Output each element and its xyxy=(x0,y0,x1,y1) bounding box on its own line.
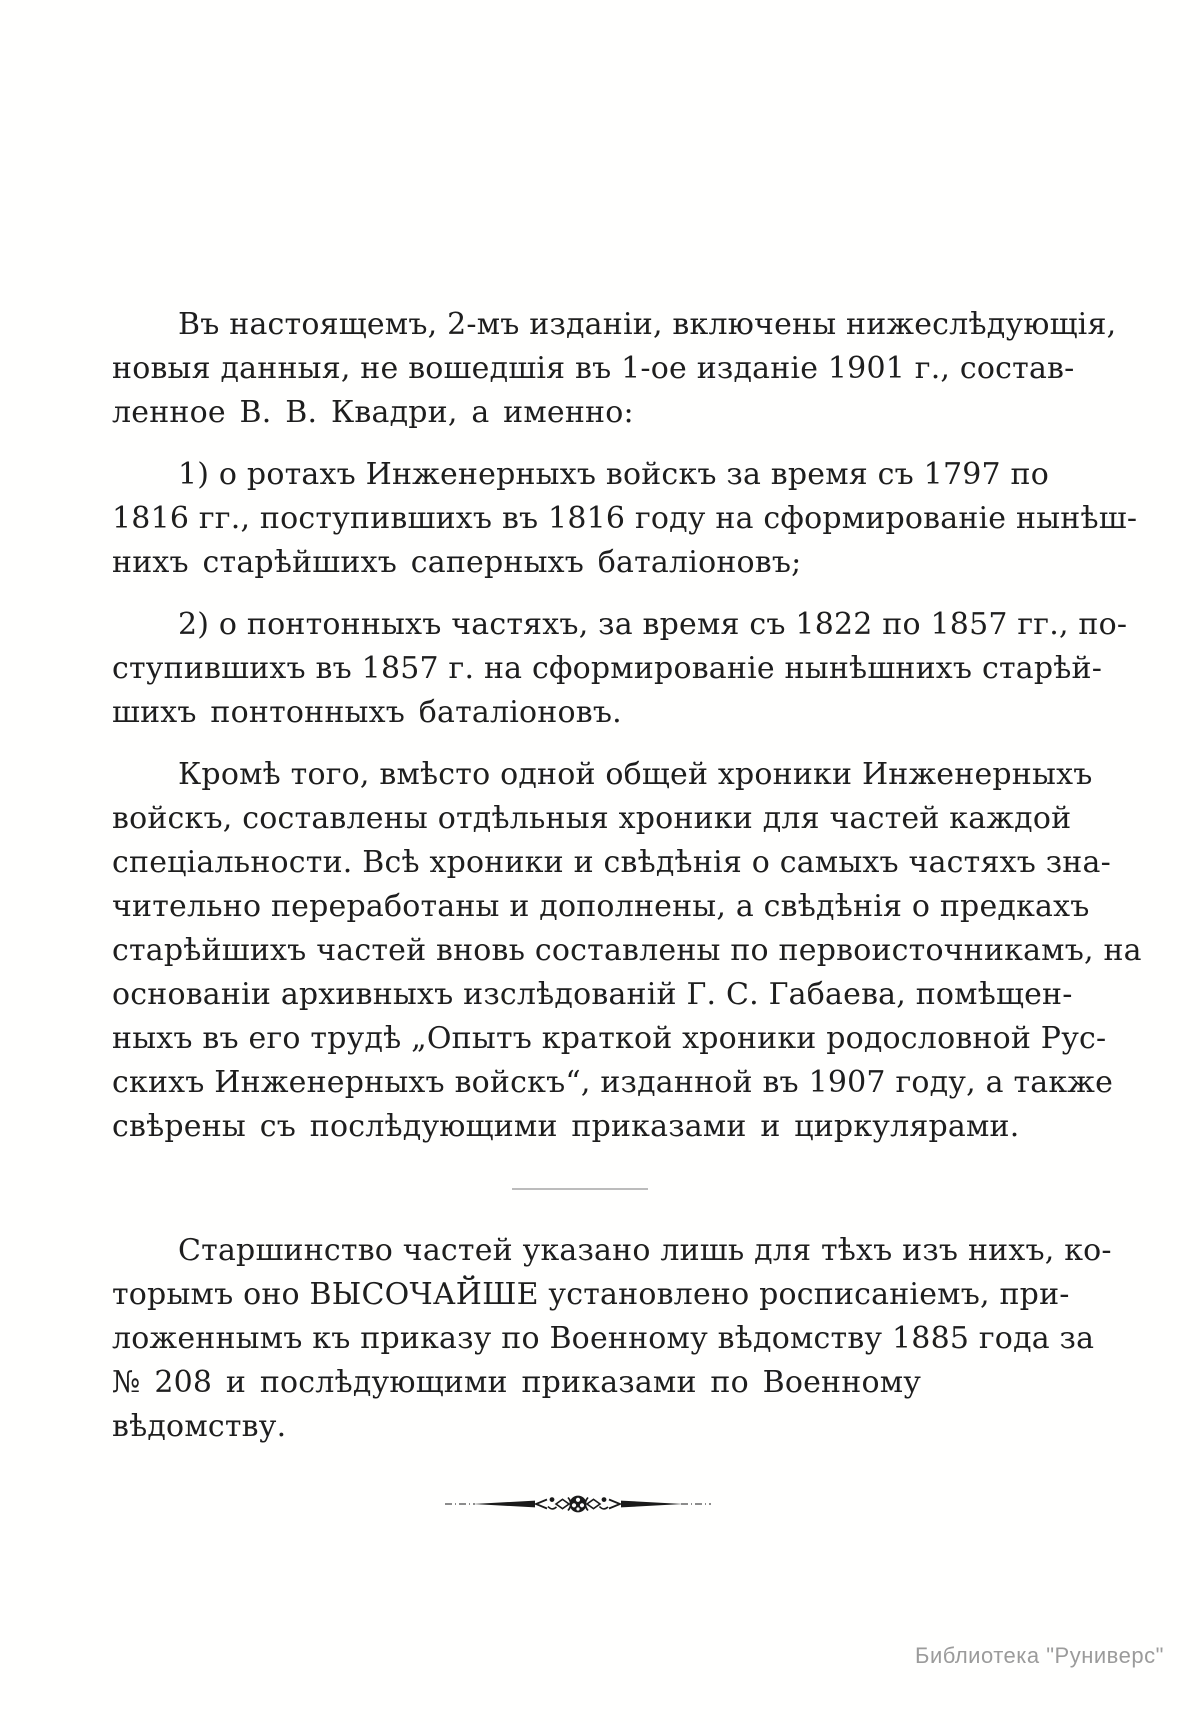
text-line: 1) о ротахъ Инженерныхъ войскъ за время съ 1797 по xyxy=(178,457,1050,492)
text-line: основаніи архивныхъ изслѣдованій Г. С. Габаева, помѣщен- xyxy=(112,977,1073,1012)
text-line: шихъ понтонныхъ баталіоновъ. xyxy=(112,695,622,730)
text-line: старѣйшихъ частей вновь составлены по первоисточникамъ, на xyxy=(112,933,1142,968)
text-line: ложеннымъ къ приказу по Военному вѣдомству 1885 года за xyxy=(112,1321,1095,1356)
text-line: скихъ Инженерныхъ войскъ“, изданной въ 1907 году, а также xyxy=(112,1065,1114,1100)
paragraph-intro xyxy=(112,303,1117,435)
text-line: Старшинство частей указано лишь для тѣхъ изъ нихъ, ко- xyxy=(178,1233,1112,1268)
section-divider-rule xyxy=(512,1188,648,1190)
text-line: Въ настоящемъ, 2-мъ изданіи, включены нижеслѣдующія, xyxy=(178,307,1117,342)
paragraph-chronicles xyxy=(112,753,1142,1149)
text-line: 1816 гг., поступившихъ въ 1816 году на сформированіе нынѣш- xyxy=(112,501,1138,536)
text-line: 2) о понтонныхъ частяхъ, за время съ 1822 по 1857 гг., по- xyxy=(178,607,1128,642)
paragraph-item-2 xyxy=(112,603,1128,735)
text-line: Кромѣ того, вмѣсто одной общей хроники Инженерныхъ xyxy=(178,757,1093,792)
text-block xyxy=(112,303,1142,1444)
text-line: ныхъ въ его трудѣ „Опытъ краткой хроники родословной Рус- xyxy=(112,1021,1107,1056)
text-line: ленное В. В. Квадри, а именно: xyxy=(112,395,634,430)
paragraph-seniority xyxy=(112,1229,1112,1444)
floral-divider-ornament-icon xyxy=(443,1490,713,1518)
text-line: чительно переработаны и дополнены, а свѣдѣнія о предкахъ xyxy=(112,889,1090,924)
library-watermark: Библиотека "Руниверс" xyxy=(915,1643,1164,1668)
text-line: свѣрены съ послѣдующими приказами и циркулярами. xyxy=(112,1109,1020,1144)
text-line: новыя данныя, не вошедшія въ 1-ое изданіе 1901 г., состав- xyxy=(112,351,1075,386)
text-line: спеціальности. Всѣ хроники и свѣдѣнія о самыхъ частяхъ зна- xyxy=(112,845,1111,880)
text-line: нихъ старѣйшихъ саперныхъ баталіоновъ; xyxy=(112,545,802,580)
text-line: № 208 и послѣдующими приказами по Военному вѣдомству. xyxy=(112,1365,922,1444)
text-line: ступившихъ въ 1857 г. на сформированіе нынѣшнихъ старѣй- xyxy=(112,651,1103,686)
paragraph-item-1 xyxy=(112,453,1138,585)
text-line: войскъ, составлены отдѣльныя хроники для частей каждой xyxy=(112,801,1072,836)
text-line: торымъ оно ВЫСОЧАЙШЕ установлено росписаніемъ, при- xyxy=(112,1277,1070,1312)
